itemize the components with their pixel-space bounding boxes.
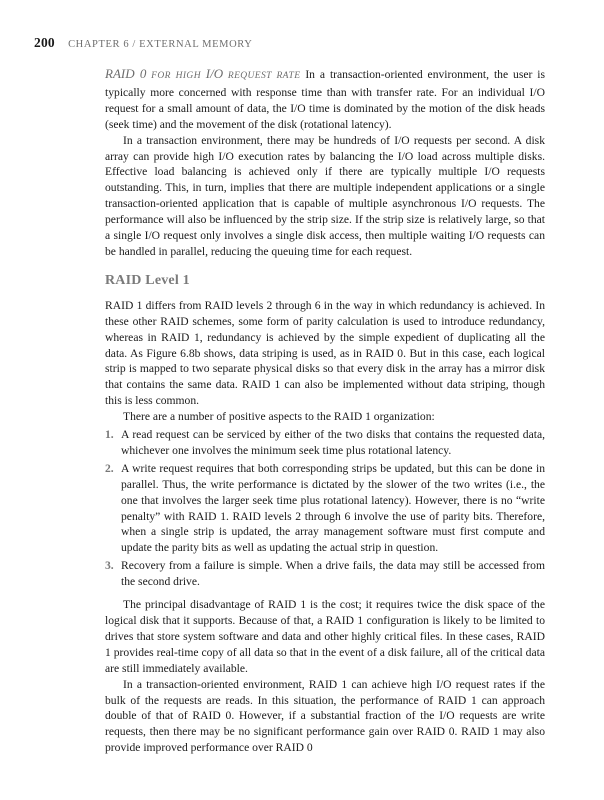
list-item-number: 2. xyxy=(105,461,114,475)
list-item-text: A read request can be serviced by either of the two disks that contains the requested data, whichever one involves the minimum seek time plus rotational latency. xyxy=(121,428,545,457)
paragraph-disadvantage: The principal disadvantage of RAID 1 is the cost; it requires twice the disk space of the logical disk that it supports. Because of that, a RAID 1 configuration is likely to be limited to drives that store system software and data and other highly critical files. In these cases, RAID 1 provides real-time copy of all data so that in the event of a disk failure, all of the critical data are still immediately available. xyxy=(105,598,545,675)
paragraph-raid0-intro: RAID 0 FOR HIGH I/O REQUEST RATE In a transaction-oriented environment, the user is typically more concerned with response time than with transfer rate. For an individual I/O request for a small amount of data, the I/O time is dominated by the motion of the disk heads (seek time) and the movement of the disk (rotational latency). xyxy=(105,66,545,131)
page-number: 200 xyxy=(34,35,55,50)
list-item-number: 1. xyxy=(105,428,114,442)
list-item xyxy=(105,558,545,590)
list-item-number: 3. xyxy=(105,559,114,573)
runin-heading: RAID 0 FOR HIGH I/O REQUEST RATE xyxy=(105,66,301,81)
body-text xyxy=(105,66,545,756)
numbered-list xyxy=(105,427,545,590)
paragraph-transaction-performance: In a transaction-oriented environment, RAID 1 can achieve high I/O request rates if the bulk of the requests are reads. In this situation, the performance of RAID 1 can approach double of that of RAID 0. However, if a substantial fraction of the I/O requests are write requests, then there may be no significant performance gain over RAID 0. RAID 1 may also provide improved performance over RAID 0 xyxy=(105,677,545,755)
paragraph-raid1-intro: RAID 1 differs from RAID levels 2 through 6 in the way in which redundancy is achieved. In these other RAID schemes, some form of parity calculation is used to introduce redundancy, whereas in RAID 1, redundancy is achieved by the simple expedient of duplicating all the data. As Figure 6.8b shows, data striping is used, as in RAID 0. But in this case, each logical strip is mapped to two separate physical disks so that every disk in the array has a mirror disk that contains the same data. RAID 1 can also be implemented without data striping, though this is less common. xyxy=(105,298,545,408)
list-item xyxy=(105,427,545,459)
chapter-title: CHAPTER 6 / EXTERNAL MEMORY xyxy=(68,39,253,50)
paragraph-positive-aspects: There are a number of positive aspects to the RAID 1 organization: xyxy=(123,410,435,424)
list-item-text: Recovery from a failure is simple. When a drive fails, the data may still be accessed from the second drive. xyxy=(121,559,545,589)
section-heading: RAID Level 1 xyxy=(105,272,190,288)
paragraph-transaction-environment: In a transaction environment, there may be hundreds of I/O requests per second. A disk array can provide high I/O execution rates by balancing the I/O load across multiple disks. Effective load balancing is achieved only if there are typically multiple I/O requests outstanding. This, in turn, implies that there are multiple independent applications or a single transaction-oriented application that is capable of multiple asynchronous I/O requests. The performance will also be influenced by the strip size. If the strip size is relatively large, so that a single I/O request only involves a single disk access, then multiple waiting I/O requests can be handled in parallel, reducing the queuing time for each request. xyxy=(105,133,545,258)
running-head xyxy=(34,35,252,51)
list-item xyxy=(105,461,545,556)
list-item-text: A write request requires that both corresponding strips be updated, but this can be done in parallel. Thus, the write performance is dictated by the slower of the two writes (i.e., the one that involves the larger seek time plus rotational latency). However, there is no “write penalty” with RAID 1. RAID levels 2 through 6 involve the use of parity bits. Therefore, when a single strip is updated, the array management software must first compute and update the parity bits as well as updating the actual strip in question. xyxy=(121,461,545,555)
